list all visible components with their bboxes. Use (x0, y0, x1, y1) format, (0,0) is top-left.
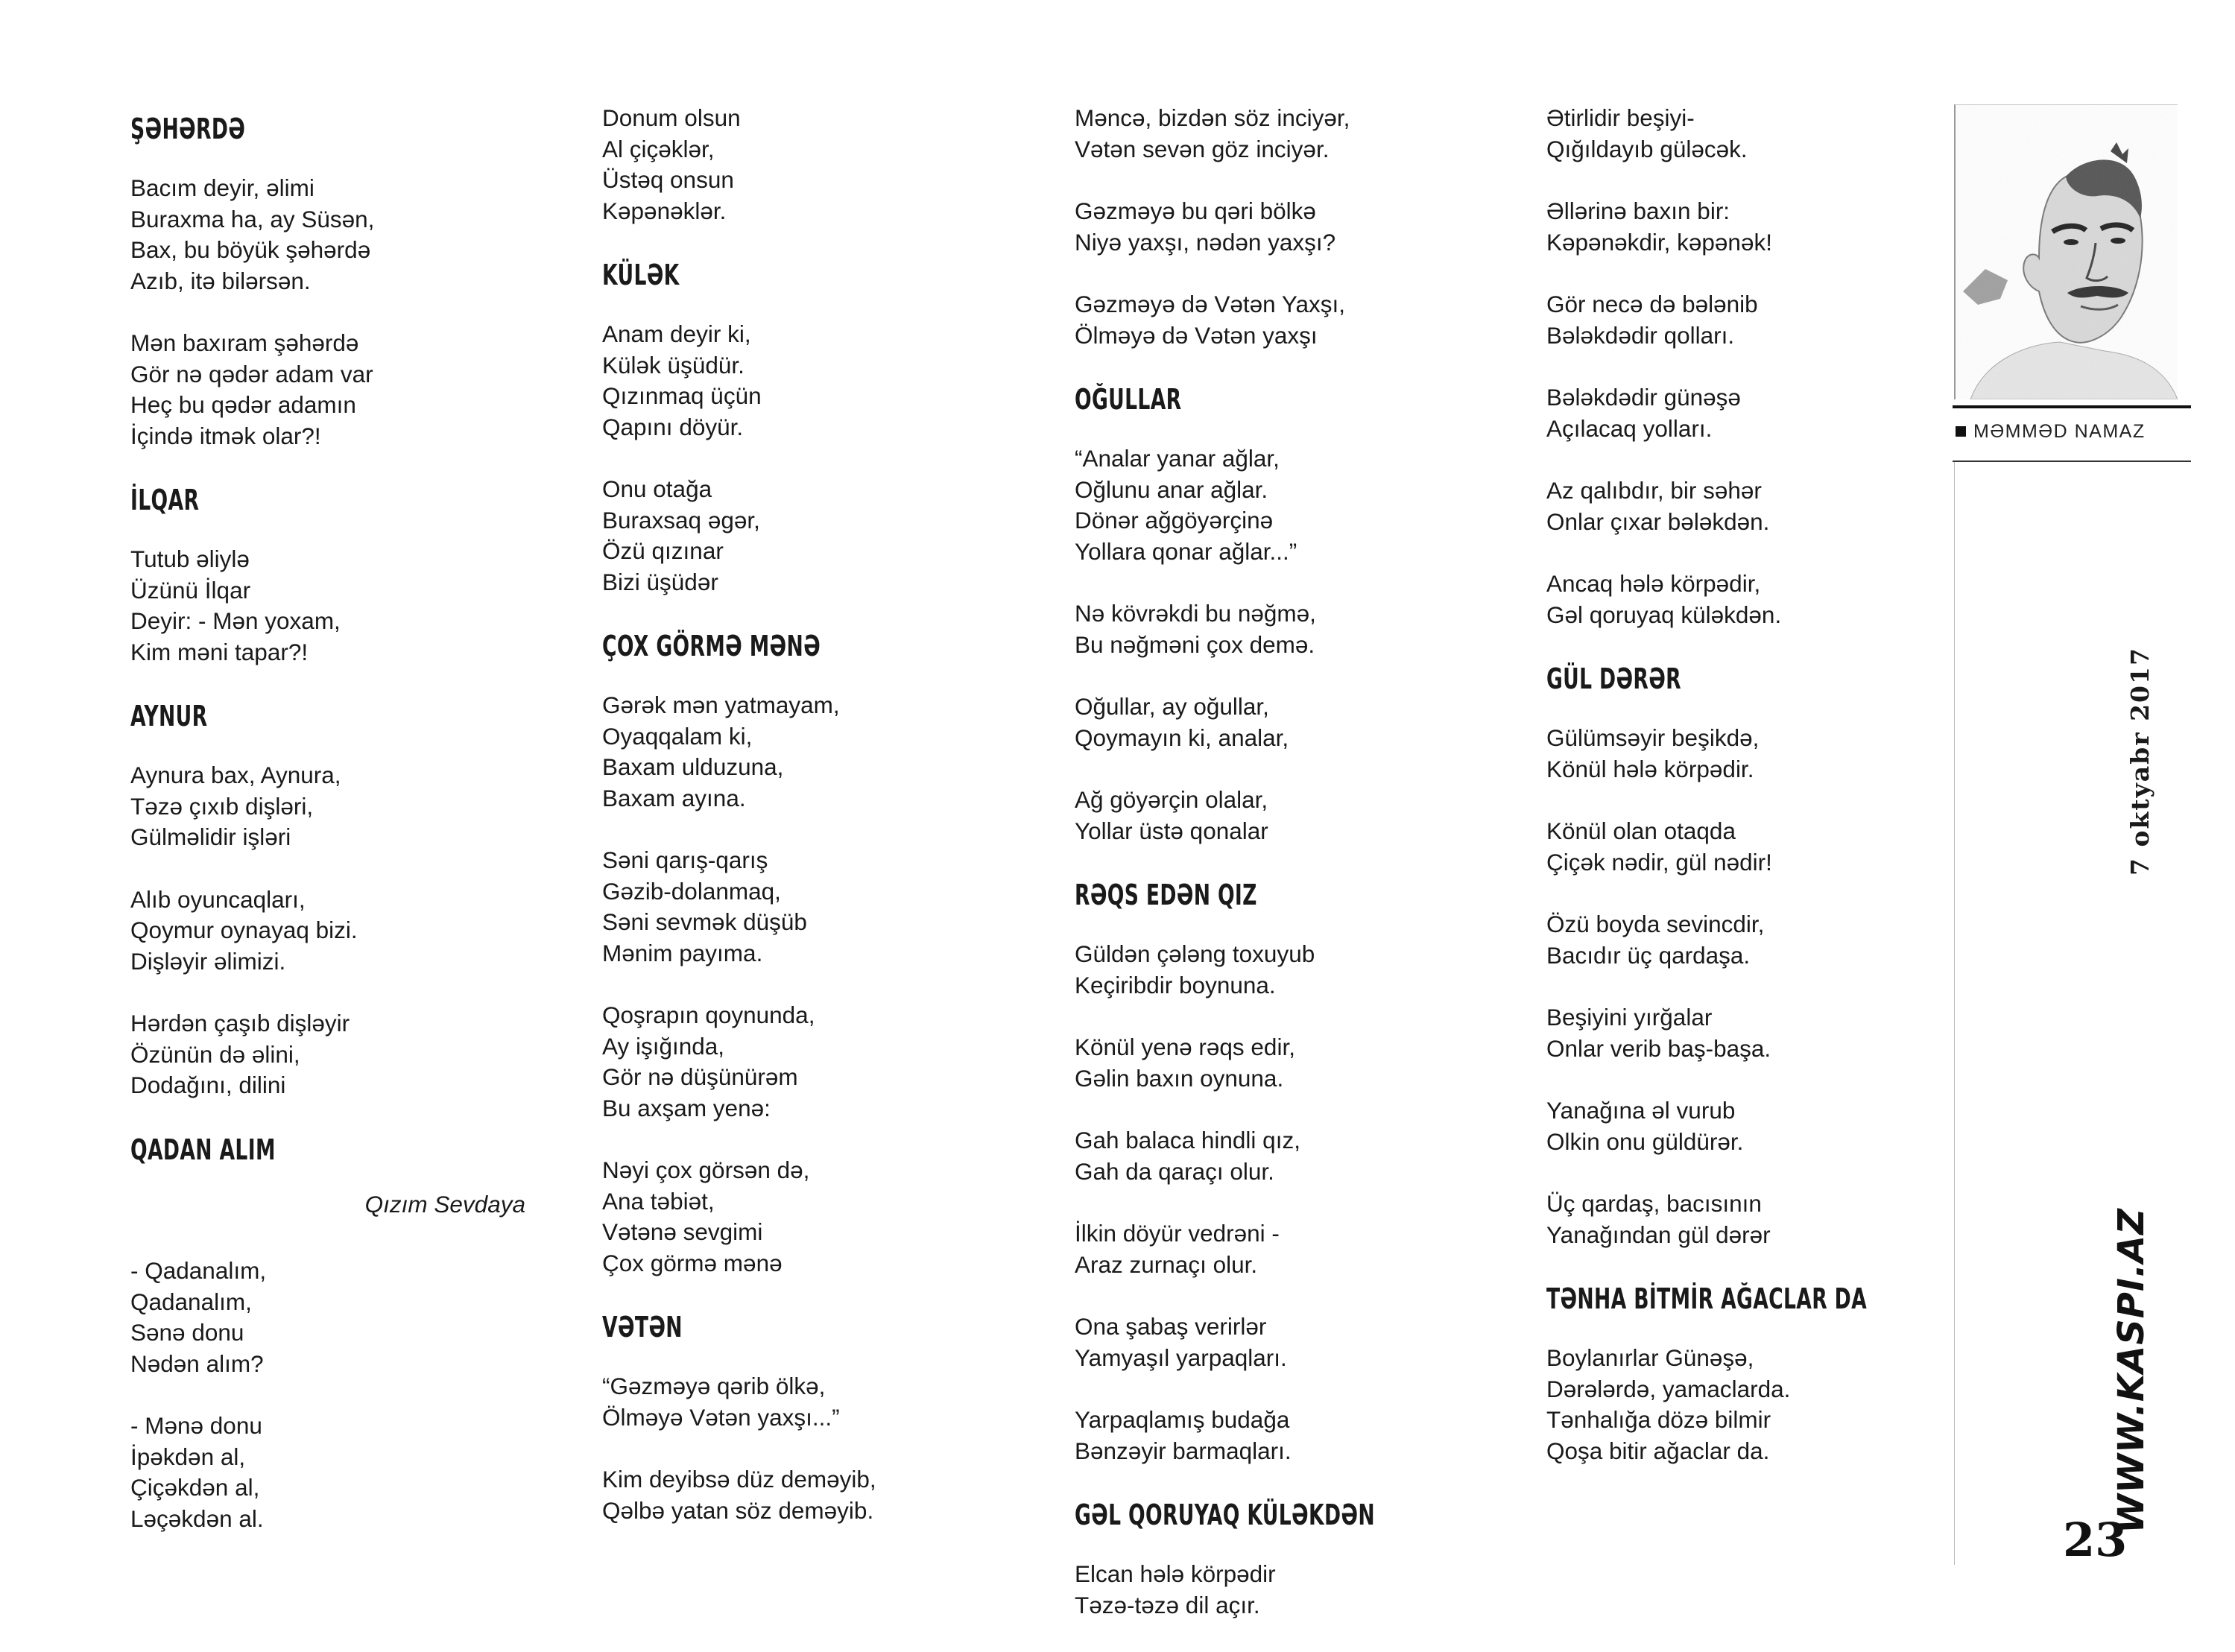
verse-line: Özünün də əlini, (130, 1040, 300, 1068)
verse-line: Araz zurnaçı olur. (1075, 1250, 1258, 1278)
verse-line: Buraxma ha, ay Süsən, (130, 205, 375, 232)
verse-line: Gah da qaraçı olur. (1075, 1157, 1274, 1185)
poem-stanza (1546, 289, 1994, 351)
verse-line: Ölməyə də Vətən yaxşı (1075, 321, 1318, 349)
verse-line: Gəzməyə bu qəri bölkə (1075, 197, 1316, 224)
author-name-text: MƏMMƏD NAMAZ (1973, 421, 2146, 442)
poem-stanza (1546, 1002, 1994, 1064)
verse-line: Al çiçəklər, (602, 135, 715, 162)
poem-stanza (130, 1256, 578, 1379)
poem-stanza (1546, 723, 1994, 785)
poem-stanza (1546, 1343, 1994, 1466)
verse-line: Heç bu qədər adamın (130, 391, 356, 418)
verse-line: Könül hələ körpədir. (1546, 755, 1754, 782)
verse-line: Təzə-təzə dil açır. (1075, 1591, 1260, 1618)
issue-date: 7 oktyabr 2017 (2125, 647, 2155, 876)
divider-rule (1953, 405, 2191, 408)
verse-line: Dodağını, dilini (130, 1072, 286, 1098)
verse-line: Külək üşüdür. (602, 351, 745, 379)
poem-stanza (1075, 1032, 1522, 1094)
verse-line: “Gəzməyə qərib ölkə, (602, 1373, 826, 1399)
verse-line: Bacım deyir, əlimi (130, 174, 314, 201)
poem-stanza (1546, 475, 1994, 537)
verse-line: Gör nə qədər adam var (130, 360, 373, 387)
verse-line: Ana təbiət, (602, 1187, 715, 1215)
square-bullet-icon (1956, 426, 1966, 437)
poem-stanza (1546, 1095, 1994, 1157)
sidebar (1938, 104, 2206, 1595)
verse-line: Qadanalım, (130, 1288, 252, 1315)
poem-title: ŞƏHƏRDƏ (130, 113, 246, 145)
verse-line: Gərək mən yatmayam, (602, 692, 840, 718)
verse-line: Gəzməyə də Vətən Yaxşı, (1075, 291, 1346, 317)
verse-line: Ölməyə Vətən yaxşı...” (602, 1403, 840, 1431)
poem-stanza (1075, 1125, 1522, 1187)
verse-line: Bizi üşüdər (602, 568, 718, 595)
poem-title: AYNUR (130, 700, 208, 732)
poem-title: KÜLƏK (602, 259, 680, 291)
verse-line: Bacıdır üç qardaşa. (1546, 941, 1751, 969)
verse-line: Yollara qonar ağlar...” (1075, 537, 1297, 565)
verse-line: Gülümsəyir beşikdə, (1546, 724, 1760, 751)
poem-stanza (1075, 103, 1522, 165)
text-column-3 (1075, 103, 1522, 1652)
verse-line: İlkin döyür vedrəni - (1075, 1220, 1280, 1247)
divider-rule (1953, 461, 2191, 462)
verse-line: Qəlbə yatan söz deməyib. (602, 1496, 874, 1524)
poem-stanza (1546, 569, 1994, 630)
poem-stanza (1075, 1405, 1522, 1466)
poem-title: VƏTƏN (602, 1311, 683, 1344)
poem-stanza (1075, 1218, 1522, 1280)
verse-line: Gəlin baxın oynuna. (1075, 1064, 1284, 1092)
verse-line: Güldən çələng toxuyub (1075, 940, 1315, 967)
poem-title: QADAN ALIM (130, 1133, 276, 1166)
verse-line: Onlar çıxar bələkdən. (1546, 507, 1770, 535)
poem-title: RƏQS EDƏN QIZ (1075, 879, 1257, 911)
poem-stanza (130, 544, 578, 668)
verse-line: Səni sevmək düşüb (602, 908, 807, 935)
verse-line: Bələkdədir qolları. (1546, 321, 1735, 349)
verse-line: Mən baxıram şəhərdə (130, 329, 359, 356)
vertical-divider (1954, 462, 1955, 1565)
verse-line: Könül yenə rəqs edir, (1075, 1034, 1295, 1060)
poem-stanza (1075, 1311, 1522, 1373)
verse-line: Donum olsun (602, 104, 741, 131)
poem-stanza (1075, 939, 1522, 1001)
issue-date-wrapper (2125, 503, 2170, 876)
verse-line: Ancaq hələ körpədir, (1546, 570, 1761, 597)
verse-line: Gah balaca hindli qız, (1075, 1127, 1300, 1153)
verse-line: Anam deyir ki, (602, 320, 751, 347)
poem-title: GÜL DƏRƏR (1546, 662, 1682, 695)
verse-line: Baxam ulduzuna, (602, 753, 784, 780)
poem-stanza (602, 1155, 1049, 1279)
author-name (1956, 421, 2146, 443)
verse-line: Sənə donu (130, 1319, 244, 1346)
poem-stanza (130, 173, 578, 297)
verse-line: Kim məni tapar?! (130, 638, 309, 665)
verse-line: Yanağına əl vurub (1546, 1097, 1736, 1124)
poem-stanza (602, 1000, 1049, 1124)
verse-line: Olkin onu güldürər. (1546, 1127, 1744, 1155)
verse-line: Nə kövrəkdi bu nəğmə, (1075, 600, 1316, 627)
verse-line: Çiçəkdən al, (130, 1474, 260, 1501)
verse-line: Özü boyda sevincdir, (1546, 911, 1765, 937)
verse-line: Buraxsaq əgər, (602, 506, 760, 534)
verse-line: Ay işığında, (602, 1032, 725, 1060)
poem-stanza (1546, 909, 1994, 971)
verse-line: Az qalıbdır, bir səhər (1546, 477, 1762, 504)
poem-title: OĞULLAR (1075, 383, 1182, 416)
verse-line: Gülməlidir işləri (130, 823, 291, 850)
poem-stanza (1546, 382, 1994, 444)
verse-line: Üç qardaş, bacısının (1546, 1190, 1762, 1217)
verse-line: Kəpənəklər. (602, 197, 727, 224)
verse-line: Mənim payıma. (602, 939, 763, 966)
poem-stanza (1546, 816, 1994, 878)
poem-stanza (1075, 1559, 1522, 1621)
verse-line: Keçiribdir boynuna. (1075, 971, 1276, 999)
verse-line: Qoşrapın qoynunda, (602, 1001, 815, 1028)
poem-stanza (1075, 196, 1522, 258)
verse-line: Qapını döyür. (602, 413, 744, 440)
verse-line: Tutub əliylə (130, 545, 250, 572)
verse-line: Açılacaq yolları. (1546, 414, 1713, 442)
verse-line: Dişləyir əlimizi. (130, 947, 286, 975)
verse-line: Kim deyibsə düz deməyib, (602, 1466, 876, 1493)
verse-line: Niyə yaxşı, nədən yaxşı? (1075, 228, 1336, 256)
verse-line: Oyaqqalam ki, (602, 722, 753, 750)
verse-line: Qığıldayıb güləcək. (1546, 135, 1748, 162)
poem-stanza (130, 1008, 578, 1101)
verse-line: Könül olan otaqda (1546, 817, 1736, 844)
verse-line: Vətənə sevgimi (602, 1218, 763, 1245)
poem-stanza (1546, 1189, 1994, 1250)
verse-line: Ətirlidir beşiyi- (1546, 104, 1695, 131)
verse-line: Dönər ağgöyərçinə (1075, 507, 1274, 534)
verse-line: Nədən alım? (130, 1349, 264, 1377)
verse-line: Gəl qoruyaq küləkdən. (1546, 601, 1782, 628)
poem-stanza (1075, 692, 1522, 753)
verse-line: Alıb oyuncaqları, (130, 885, 306, 913)
poem-stanza (602, 103, 1049, 227)
verse-line: Bu axşam yenə: (602, 1094, 771, 1121)
verse-line: Ona şabaş verirlər (1075, 1313, 1267, 1340)
verse-line: Məncə, bizdən söz inciyər, (1075, 104, 1350, 131)
verse-line: Hərdən çaşıb dişləyir (130, 1010, 350, 1037)
verse-line: Oğullar, ay oğullar, (1075, 693, 1269, 720)
poem-title: ÇOX GÖRMƏ MƏNƏ (602, 630, 821, 662)
verse-line: Ləçəkdən al. (130, 1504, 264, 1532)
poem-stanza (130, 884, 578, 978)
verse-line: Çox görmə mənə (602, 1249, 783, 1276)
poem-dedication: Qızım Sevdaya (364, 1190, 525, 1218)
verse-line: Gəzib-dolanmaq, (602, 877, 781, 905)
verse-line: Təzə çıxıb dişləri, (130, 792, 314, 820)
verse-line: Onlar verib baş-başa. (1546, 1034, 1771, 1062)
verse-line: Üzünü İlqar (130, 576, 251, 604)
poem-stanza (602, 845, 1049, 969)
verse-line: Ağ göyərçin olalar, (1075, 786, 1268, 813)
verse-line: Vətən sevən göz inciyər. (1075, 135, 1330, 162)
verse-line: Deyir: - Mən yoxam, (130, 607, 341, 634)
verse-line: Elcan hələ körpədir (1075, 1560, 1276, 1587)
website-wrapper (2111, 1161, 2163, 1534)
poem-stanza (602, 1464, 1049, 1526)
verse-line: Qoşa bitir ağaclar da. (1546, 1437, 1770, 1464)
verse-line: Qızınmaq üçün (602, 382, 762, 409)
verse-line: Qoymayın ki, analar, (1075, 724, 1289, 751)
poem-title: GƏL QORUYAQ KÜLƏKDƏN (1075, 1498, 1375, 1531)
verse-line: Qoymur oynayaq bizi. (130, 917, 358, 943)
verse-line: İçində itmək olar?! (130, 422, 321, 449)
poem-stanza (1075, 785, 1522, 846)
verse-line: Nəyi çox görsən də, (602, 1156, 810, 1183)
verse-line: Yamyaşıl yarpaqları. (1075, 1344, 1287, 1371)
website-url: WWW.KASPI.AZ (2111, 1207, 2152, 1534)
verse-line: Özü qızınar (602, 537, 724, 564)
poem-stanza (602, 690, 1049, 814)
poem-stanza (1546, 196, 1994, 258)
poem-stanza (1075, 598, 1522, 660)
page-number: 23 (2063, 1513, 2128, 1567)
poem-stanza (130, 760, 578, 853)
text-column-4 (1546, 103, 1994, 1498)
verse-line: Aynura bax, Aynura, (130, 762, 341, 788)
verse-line: Tənhalığa dözə bilmir (1546, 1406, 1771, 1433)
verse-line: Gör necə də bələnib (1546, 291, 1758, 317)
verse-line: Oğlunu anar ağlar. (1075, 475, 1268, 503)
verse-line: Baxam ayına. (602, 784, 746, 811)
verse-line: Bələkdədir günəşə (1546, 384, 1741, 411)
verse-line: Yanağından gül dərər (1546, 1221, 1771, 1248)
verse-line: Yollar üstə qonalar (1075, 817, 1268, 844)
verse-line: - Qadanalım, (130, 1257, 267, 1284)
author-photo (1954, 104, 2178, 399)
verse-line: Boylanırlar Günəşə, (1546, 1344, 1754, 1371)
verse-line: Çiçək nədir, gül nədir! (1546, 848, 1772, 876)
poem-stanza (1075, 289, 1522, 351)
verse-line: Əllərinə baxın bir: (1546, 197, 1730, 224)
poem-stanza (602, 1371, 1049, 1433)
verse-line: Kəpənəkdir, kəpənək! (1546, 228, 1772, 256)
verse-line: Bax, bu böyük şəhərdə (130, 236, 371, 263)
verse-line: Üstəq onsun (602, 166, 734, 193)
verse-line: Səni qarış-qarış (602, 846, 768, 873)
verse-line: Beşiyini yırğalar (1546, 1004, 1713, 1031)
verse-line: - Mənə donu (130, 1412, 262, 1439)
verse-line: Onu otağa (602, 475, 712, 502)
poem-stanza (602, 319, 1049, 443)
poem-stanza (130, 328, 578, 452)
verse-line: “Analar yanar ağlar, (1075, 445, 1280, 472)
author-portrait-icon (1956, 105, 2178, 399)
verse-line: Azıb, itə bilərsən. (130, 267, 311, 294)
poem-stanza (1546, 103, 1994, 165)
verse-line: Yarpaqlamış budağa (1075, 1406, 1290, 1433)
text-column-1 (130, 103, 578, 1566)
poem-stanza (1075, 443, 1522, 567)
poem-title: TƏNHA BİTMİR AĞACLAR DA (1546, 1282, 1868, 1315)
verse-line: Dərələrdə, yamaclarda. (1546, 1375, 1791, 1402)
poem-stanza (602, 474, 1049, 598)
text-column-2 (602, 103, 1049, 1557)
poem-title: İLQAR (130, 484, 200, 516)
verse-line: İpəkdən al, (130, 1443, 246, 1470)
verse-line: Gör nə düşünürəm (602, 1063, 798, 1090)
verse-line: Bənzəyir barmaqları. (1075, 1437, 1292, 1464)
poem-stanza (130, 1411, 578, 1534)
verse-line: Bu nəğməni çox demə. (1075, 630, 1315, 658)
